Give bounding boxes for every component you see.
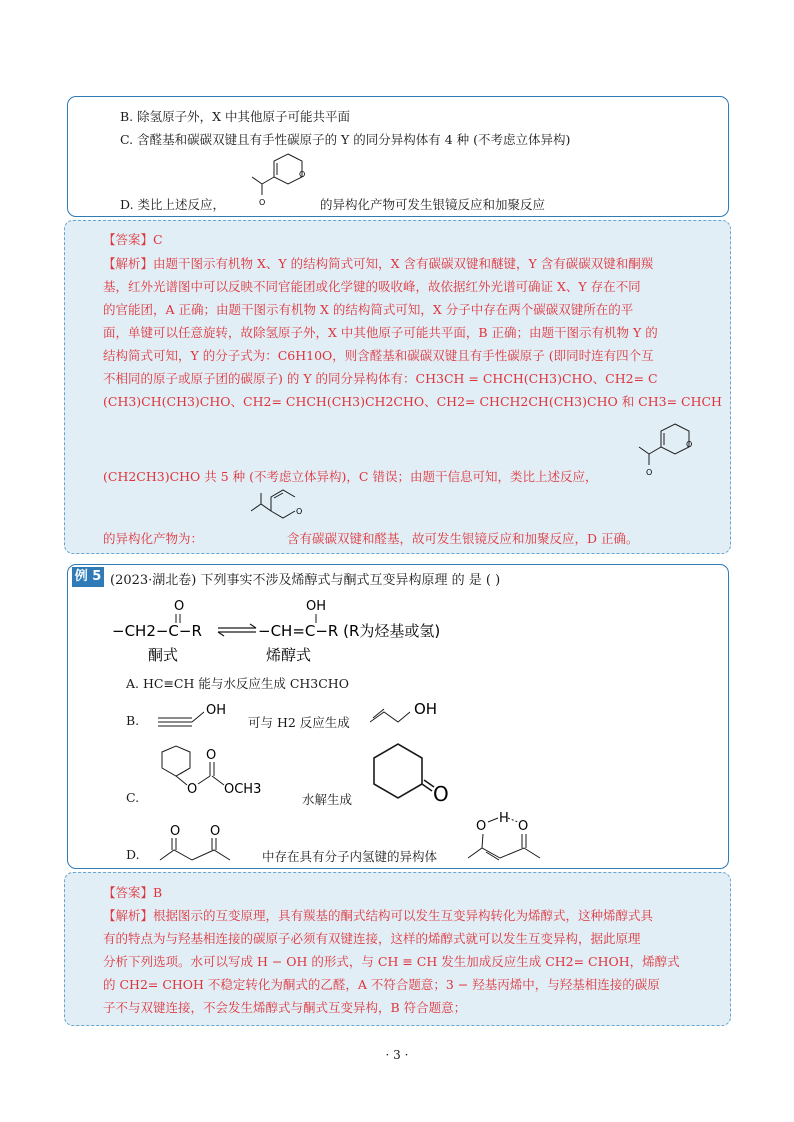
answer-line: 不相同的原子或原子团的碳原子) 的 Y 的同分异构体有：CH3CH = CHCH(CH3)CHO、CH2= C [103, 371, 658, 386]
enol-o: O [476, 819, 487, 834]
answer-line: 分析下列选项。水可以写成 H − OH 的形式，与 CH ≡ CH 发生加成反应生成 CH2= CHOH，烯醇式 [103, 954, 680, 969]
cyclohexenyl-carbonate-structure [154, 744, 304, 804]
ring-o-label: O [686, 440, 693, 449]
ex5-option-d-text: 中存在具有分子内氢键的异构体 [262, 849, 438, 864]
previous-question-box [67, 96, 729, 217]
ex5-option-b-label: B. [126, 713, 140, 728]
answer-line: 基，红外光谱图中可以反映不同官能团或化学键的吸收峰，故依据红外光谱可确证 X、Y 存在不同 [103, 279, 641, 294]
answer-box-2 [64, 872, 731, 1026]
ring-o-label: O [299, 170, 306, 179]
answer-line: 的官能团，A 正确；由题干图示有机物 X 的结构简式可知，X 分子中存在两个碳碳双键所在的平 [103, 302, 634, 317]
ester-o: O [187, 782, 198, 797]
answer-line: 【解析】根据图示的互变原理，具有羰基的酮式结构可以发生互变异构转化为烯醇式，这种烯醇式具 [103, 908, 654, 923]
example-stem: (2023·湖北卷) 下列事实不涉及烯醇式与酮式互变异构原理 的 是 ( ) [110, 573, 501, 588]
ex5-option-b-text: 可与 H2 反应生成 [248, 715, 350, 730]
answer-line: 子不与双键连接，不会发生烯醇式与酮式互变异构，B 符合题意； [103, 1000, 467, 1015]
answer-line: (CH3)CH(CH3)CHO、CH2= CHCH(CH3)CH2CHO、CH2= CHCH2CH(CH3)CHO 和 CH3= CHCH [103, 394, 722, 409]
example-tag: 例 5 [72, 567, 104, 587]
acetylacetone-structure [154, 822, 254, 868]
answer-line: 结构简式可知，Y 的分子式为：C6H10O，则含醛基和碳碳双键且有手性碳原子 (即同时连有四个互 [103, 348, 654, 363]
atom-o-label: O [259, 198, 266, 207]
answer-box-1 [64, 220, 731, 554]
answer-line: 面，单键可以任意旋转，故除氢原子外，X 中其他原子可能共平面，B 正确；由题干图示有机物 Y 的 [103, 325, 658, 340]
pyran-ketone-structure-2 [635, 417, 715, 479]
option-c: C. 含醛基和碳碳双键且有手性碳原子的 Y 的同分异构体有 4 种 (不考虑立体异构) [120, 132, 571, 147]
ex5-option-c-label: C. [126, 790, 140, 805]
ketone-o: O [433, 782, 449, 806]
option-d-prefix: D. 类比上述反应， [120, 197, 226, 212]
ex5-option-d-label: D. [126, 847, 140, 862]
keto-formula: −CH2−C−R [112, 622, 202, 640]
option-b: B. 除氢原子外，X 中其他原子可能共平面 [120, 109, 351, 124]
pyran-ketone-structure [248, 147, 328, 209]
atom-o-label: O [646, 468, 653, 477]
answer-line: 有的特点为与羟基相连接的碳原子必须有双键连接，这样的烯醇式就可以发生互变异构，据此原理 [103, 931, 641, 946]
keto-label: 酮式 [148, 646, 179, 664]
enol-label: 烯醇式 [266, 646, 312, 664]
keto-enol-equation [110, 594, 490, 666]
diketone-o1: O [170, 824, 181, 839]
propargyl-alcohol-structure [152, 698, 242, 734]
enol-hbond-structure [464, 808, 564, 864]
page-number: · 3 · [385, 1048, 409, 1062]
oh-label: OH [206, 703, 227, 718]
answer-line: 【答案】C [103, 232, 163, 247]
ex5-option-c-text: 水解生成 [302, 792, 353, 807]
answer-line: 【解析】由题干图示有机物 X、Y 的结构简式可知，X 含有碳碳双键和醚键，Y 含有碳碳双键和酮羰 [103, 256, 654, 271]
cyclohexanone-structure [366, 734, 466, 814]
enol-formula: −CH=C−R (R为烃基或氢) [258, 622, 441, 640]
allyl-alcohol-structure [366, 696, 456, 732]
diketone-o2: O [210, 824, 221, 839]
och3-label: OCH3 [224, 782, 262, 797]
answer-line: 的 CH2= CHOH 不稳定转化为酮式的乙醛，A 不符合题意；3 − 羟基丙烯中，与羟基相连接的碳原 [103, 977, 660, 992]
enol-oh: OH [306, 599, 327, 614]
answer-line: 【答案】B [103, 885, 163, 900]
aldehyde-o-label: O [296, 507, 303, 516]
ex5-option-a: A. HC≡CH 能与水反应生成 CH3CHO [126, 676, 349, 691]
oh-label: OH [414, 700, 438, 718]
keto-o: O [174, 599, 185, 614]
carbonyl-o: O [206, 748, 217, 763]
hbond-h: H [499, 811, 509, 826]
answer-line: 的异构化产物为： [103, 531, 204, 546]
answer-line: 含有碳碳双键和醛基，故可发生银镜反应和加聚反应，D 正确。 [287, 531, 639, 546]
answer-line: (CH2CH3)CHO 共 5 种 (不考虑立体异构)，C 错误；由题干信息可知，类比上述反应， [103, 469, 598, 484]
keto-o2: O [518, 819, 529, 834]
option-d-suffix: 的异构化产物可发生银镜反应和加聚反应 [320, 197, 546, 212]
